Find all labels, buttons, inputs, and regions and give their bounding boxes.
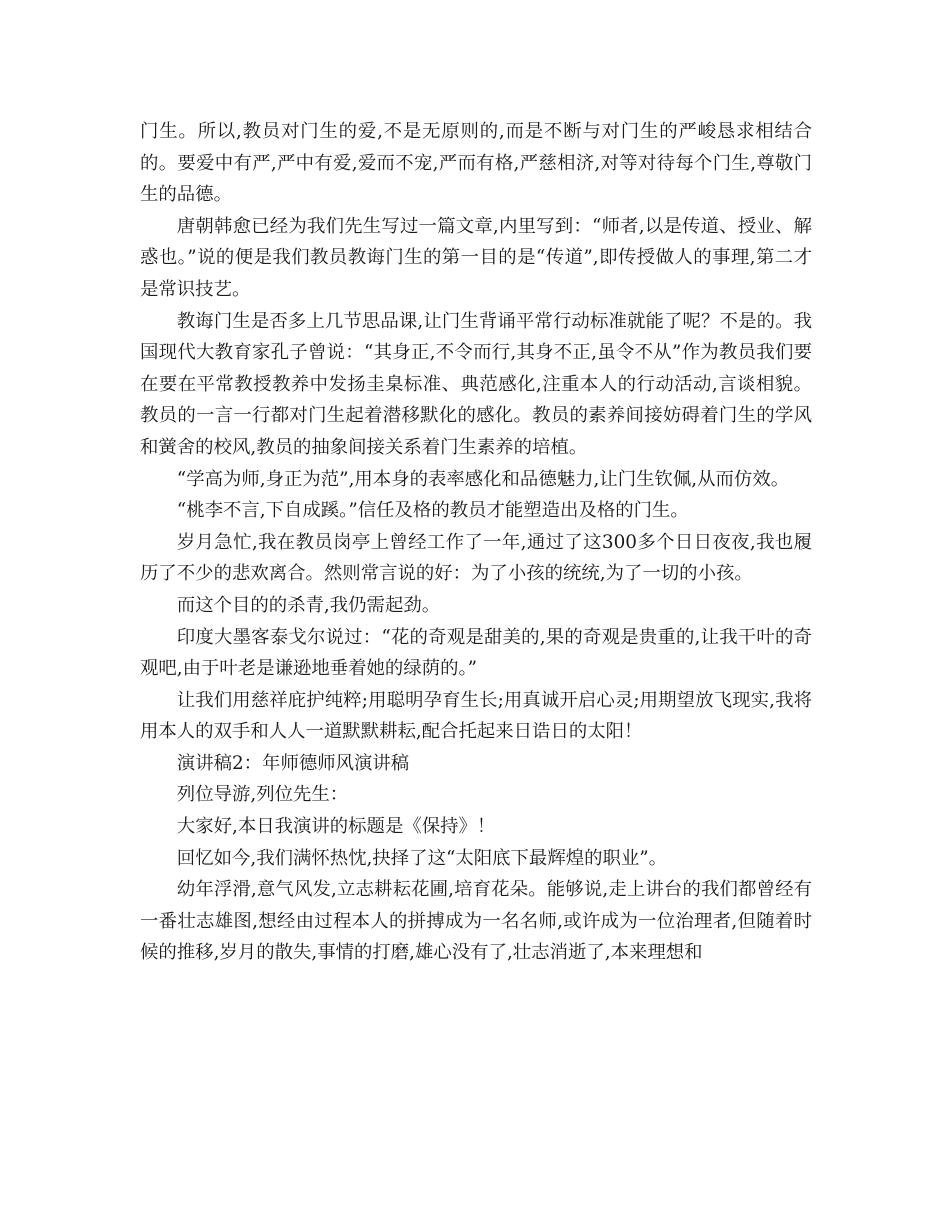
speech-heading: 演讲稿2：年师德师风演讲稿 <box>176 752 410 774</box>
paragraph-1: 门生。所以,教员对门生的爱,不是无原则的,而是不断与对门生的严峻恳求相结合的。要爱中有严,严中有爱,爱而不宠,严而有格,严慈相济,对等对待每个门生,尊敬门生的品德。 <box>140 121 812 206</box>
paragraph-5: “桃李不言,下自成蹊。”信任及格的教员才能塑造出及格的门生。 <box>176 500 689 522</box>
paragraph-8: 印度大墨客泰戈尔说过：“花的奇观是甜美的,果的奇观是贵重的,让我干叶的奇观吧,由于叶老是谦逊地垂着她的绿荫的。” <box>140 626 812 680</box>
paragraph-12: 大家好,本日我演讲的标题是《保持》！ <box>176 816 496 838</box>
paragraph-13: 回忆如今,我们满怀热忱,抉择了这“太阳底下最辉煌的职业”。 <box>176 847 668 869</box>
paragraph-7: 而这个目的的杀青,我仍需起劲。 <box>176 594 441 616</box>
paragraph-3: 教诲门生是否多上几节思品课,让门生背诵平常行动标准就能了呢？不是的。我国现代大教育家孔子曾说：“其身正,不令而行,其身不正,虽令不从”作为教员我们要在要在平常教授教养中发扬圭臬标准、典范感化,注重本人的行动活动,言谈相貌。教员的一言一行都对门生起着潜移默化的感化。教员的素养间接妨碍着门生的学风和黉舍的校风,教员的抽象间接关系着门生素养的培植。 <box>140 310 812 458</box>
paragraph-2: 唐朝韩愈已经为我们先生写过一篇文章,内里写到：“师者,以是传道、授业、解惑也。”说的便是我们教员教诲门生的第一目的是“传道”,即传授做人的事理,第二才是常识技艺。 <box>140 215 812 300</box>
paragraph-6: 岁月急忙,我在教员岗亭上曾经工作了一年,通过了这300多个日日夜夜,我也履历了不少的悲欢离合。然则常言说的好：为了小孩的统统,为了一切的小孩。 <box>140 531 812 585</box>
paragraph-4: “学高为师,身正为范”,用本身的表率感化和品德魅力,让门生钦佩,从而仿效。 <box>176 468 790 490</box>
paragraph-9: 让我们用慈祥庇护纯粹;用聪明孕育生长;用真诚开启心灵;用期望放飞现实,我将用本人的双手和人人一道默默耕耘,配合托起来日诰日的太阳！ <box>140 689 812 743</box>
salutation: 列位导游,列位先生： <box>176 784 349 806</box>
paragraph-14: 幼年浮滑,意气风发,立志耕耘花圃,培育花朵。能够说,走上讲台的我们都曾经有一番壮志雄图,想经由过程本人的拼搏成为一名名师,或许成为一位治理者,但随着时候的推移,岁月的散失,事情的打磨,雄心没有了,壮志消逝了,本来理想和 <box>140 879 812 964</box>
document-body <box>140 116 812 969</box>
